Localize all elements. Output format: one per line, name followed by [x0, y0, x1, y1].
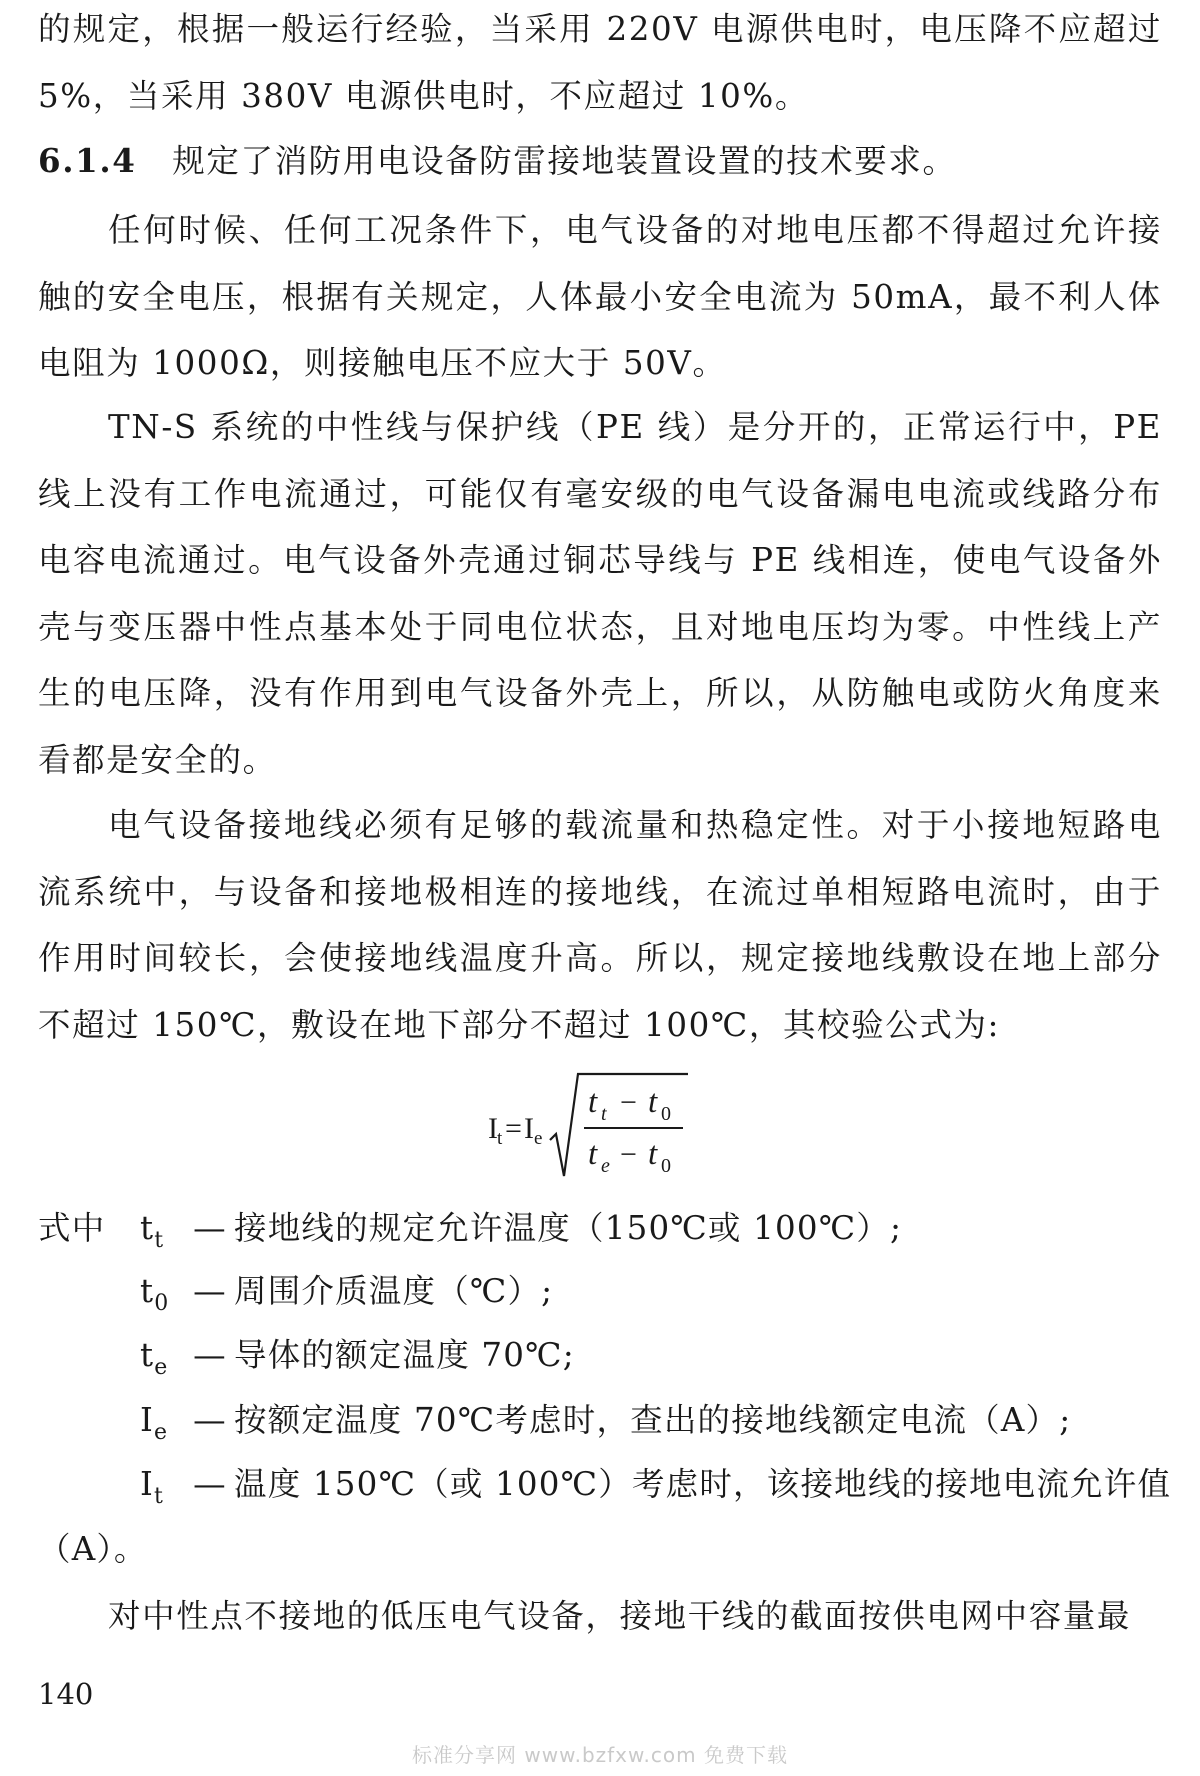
legend-prefix: 式中 [38, 1209, 106, 1247]
numerator-minus: − [620, 1086, 637, 1119]
watermark: 标准分享网 www.bzfxw.com 免费下载 [412, 1743, 788, 1767]
formula-lhs: I [488, 1112, 498, 1145]
legend-item-tt: $t_t$ — 接地线的规定允许温度（150℃或 100℃）; [140, 1209, 903, 1253]
clause-6-1-4 [38, 128, 1162, 195]
legend-item-ie: $I_e$ — 按额定温度 70℃考虑时，查出的接地线额定电流（A）; [140, 1401, 1072, 1445]
paragraph-tns-system: TN-S 系统的中性线与保护线（PE 线）是分开的，正常运行中，PE 线上没有工作电流通过，可能仅有毫安级的电气设备漏电电流或线路分布电容电流通过。电气设备外壳通过铜芯导线与 PE 线相连，使电气设备外壳与变压器中性点基本处于同电位状态，且对地电压均为零。中性线上产生的电压降，没有作用到电气设备外壳上，所以，从防触电或防火角度来看都是安全的。 [38, 408, 1162, 779]
denominator-t0: t [648, 1136, 658, 1172]
clause-number: 6.1.4 [38, 141, 137, 180]
legend-text: 温度 150℃（或 100℃）考虑时，该接地线的接地电流允许值 [234, 1465, 1172, 1503]
legend-text: 接地线的规定允许温度（150℃或 100℃）; [234, 1209, 903, 1247]
legend-item-te: $t_e$ — 导体的额定温度 70℃; [140, 1336, 575, 1380]
legend-text: 周围介质温度（℃）; [234, 1272, 554, 1310]
denominator-t0-sub: 0 [661, 1155, 671, 1177]
numerator-t0-sub: 0 [661, 1103, 671, 1125]
denominator-t: t [588, 1136, 598, 1172]
denominator-t-sub: e [601, 1155, 610, 1177]
numerator-t-sub: t [601, 1103, 607, 1125]
numerator-t: t [588, 1084, 598, 1120]
legend-continuation: （A）。 [38, 1530, 148, 1568]
paragraph-voltage-drop: 的规定，根据一般运行经验，当采用 220V 电源供电时，电压降不应超过 5%，当采用 380V 电源供电时，不应超过 10%。 [38, 10, 1162, 115]
verification-formula [488, 1068, 748, 1188]
paragraph-ground-wire: 电气设备接地线必须有足够的载流量和热稳定性。对于小接地短路电流系统中，与设备和接地极相连的接地线，在流过单相短路电流时，由于作用时间较长，会使接地线温度升高。所以，规定接地线敷设在地上部分不超过 150℃，敷设在地下部分不超过 100℃，其校验公式为: [38, 806, 1162, 1044]
legend-text: 导体的额定温度 70℃; [234, 1336, 575, 1374]
paragraph-safe-voltage: 任何时候、任何工况条件下，电气设备的对地电压都不得超过允许接触的安全电压，根据有关规定，人体最小安全电流为 50mA，最不利人体电阻为 1000Ω，则接触电压不应大于 50V。 [38, 211, 1162, 382]
clause-text: 规定了消防用电设备防雷接地装置设置的技术要求。 [172, 142, 957, 180]
paragraph-neutral-ungrounded: 对中性点不接地的低压电气设备，接地干线的截面按供电网中容量最 [108, 1597, 1132, 1635]
formula-lhs-sub: t [497, 1128, 503, 1149]
page-number: 140 [38, 1677, 94, 1711]
formula-rhs: I [524, 1112, 534, 1145]
legend-item-it: $I_t$ — 温度 150℃（或 100℃）考虑时，该接地线的接地电流允许值 [140, 1465, 1172, 1509]
legend-item-t0: $t_0$ — 周围介质温度（℃）; [140, 1272, 554, 1316]
numerator-t0: t [648, 1084, 658, 1120]
legend-text: 按额定温度 70℃考虑时，查出的接地线额定电流（A）; [234, 1401, 1072, 1439]
formula-equals: = [505, 1112, 522, 1145]
formula-rhs-sub: e [534, 1128, 543, 1149]
denominator-minus: − [620, 1138, 637, 1171]
